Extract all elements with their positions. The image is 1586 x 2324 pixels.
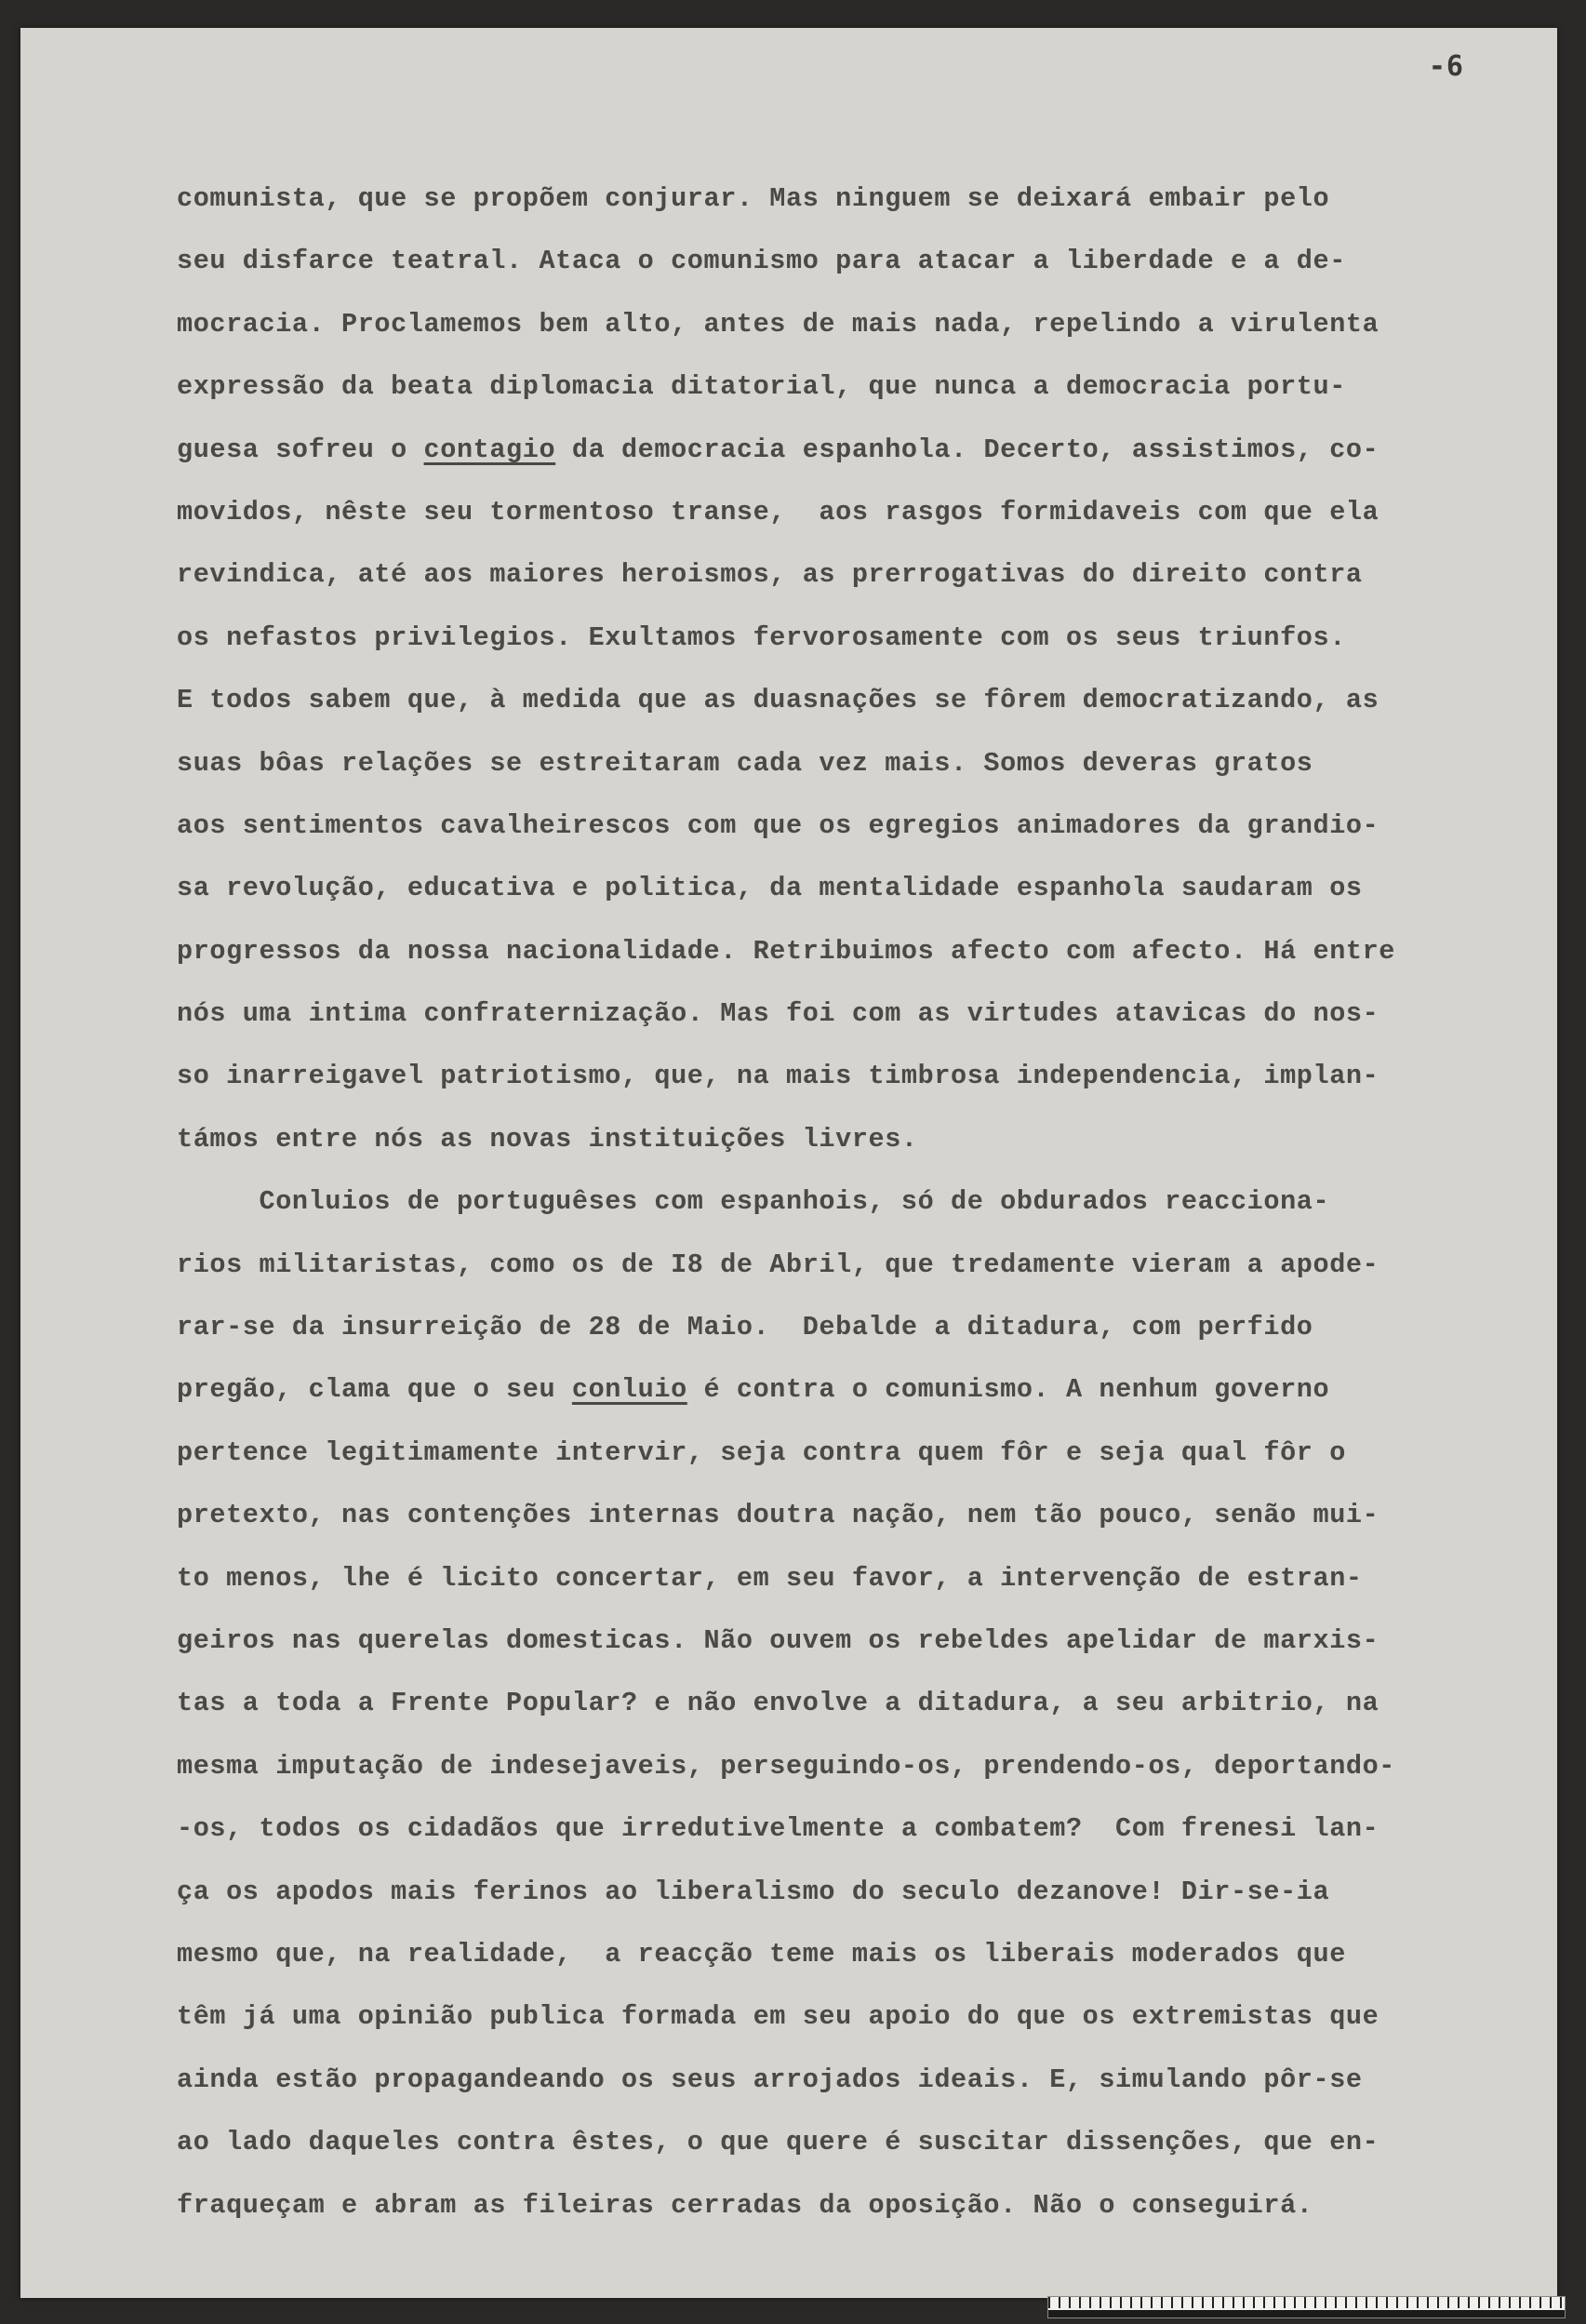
text-line — [177, 293, 1535, 355]
document-page — [20, 28, 1557, 2298]
text-line — [177, 982, 1535, 1045]
text-segment: mesma imputação de indesejaveis, perseguindo-os, prendendo-os, deportando- — [177, 1750, 1396, 1782]
text-line — [177, 2049, 1535, 2111]
text-segment: pertence legitimamente intervir, seja contra quem fôr e seja qual fôr o — [177, 1436, 1346, 1468]
typewritten-body — [177, 167, 1535, 2237]
text-segment: Conluios de portuguêses com espanhois, só de obdurados reacciona- — [177, 1186, 1330, 1218]
text-line — [177, 795, 1535, 857]
text-line — [177, 2174, 1535, 2237]
text-line — [177, 1985, 1535, 2048]
text-line — [177, 1296, 1535, 1358]
underlined-word: conluio — [571, 1374, 687, 1406]
text-segment: rios militaristas, como os de I8 de Abril, que tredamente vieram a apode- — [177, 1249, 1379, 1280]
text-segment: E todos sabem que, à medida que as duasnações se fôrem democratizando, as — [177, 685, 1379, 716]
text-segment: revindica, até aos maiores heroismos, as prerrogativas do direito contra — [177, 559, 1363, 591]
ruler-band — [1048, 2310, 1565, 2317]
text-segment: aos sentimentos cavalheirescos com que os egregios animadores da grandio- — [177, 809, 1379, 841]
text-line — [177, 1108, 1535, 1170]
text-segment: ça os apodos mais ferinos ao liberalismo do seculo dezanove! Dir-se-ia — [177, 1876, 1330, 1907]
text-segment: támos entre nós as novas instituições livres. — [177, 1123, 918, 1155]
text-segment: ainda estão propagandeando os seus arrojados ideais. E, simulando pôr-se — [177, 2064, 1363, 2095]
text-segment: guesa sofreu o — [177, 434, 424, 465]
text-segment: suas bôas relações se estreitaram cada vez mais. Somos deveras gratos — [177, 747, 1313, 779]
text-line — [177, 1797, 1535, 1860]
text-segment: so inarreigavel patriotismo, que, na mais timbrosa independencia, implan- — [177, 1061, 1379, 1092]
text-line — [177, 1547, 1535, 1609]
text-segment: progressos da nossa nacionalidade. Retribuimos afecto com afecto. Há entre — [177, 935, 1396, 967]
text-segment: têm já uma opinião publica formada em seu apoio do que os extremistas que — [177, 2001, 1379, 2033]
text-line — [177, 607, 1535, 669]
text-line — [177, 669, 1535, 731]
text-line — [177, 857, 1535, 919]
text-line — [177, 1484, 1535, 1546]
text-segment: ao lado daqueles contra êstes, o que quere é suscitar dissenções, que en- — [177, 2127, 1379, 2158]
page-number: -6 — [1428, 50, 1464, 83]
text-line — [177, 2111, 1535, 2173]
text-line — [177, 1422, 1535, 1484]
text-segment: mocracia. Proclamemos bem alto, antes de mais nada, repelindo a virulenta — [177, 308, 1379, 340]
text-segment: -os, todos os cidadãos que irredutivelmente a combatem? Com frenesi lan- — [177, 1813, 1379, 1845]
text-segment: expressão da beata diplomacia ditatorial, que nunca a democracia portu- — [177, 371, 1346, 403]
text-segment: nós uma intima confraternização. Mas foi com as virtudes atavicas do nos- — [177, 998, 1379, 1030]
text-segment: rar-se da insurreição de 28 de Maio. Debalde a ditadura, com perfido — [177, 1312, 1313, 1343]
text-segment: comunista, que se propõem conjurar. Mas ninguem se deixará embair pelo — [177, 183, 1330, 214]
text-line — [177, 230, 1535, 292]
text-line — [177, 732, 1535, 795]
text-line — [177, 481, 1535, 543]
text-line — [177, 1045, 1535, 1107]
text-line — [177, 1358, 1535, 1421]
text-segment: sa revolução, educativa e politica, da mentalidade espanhola saudaram os — [177, 873, 1363, 904]
text-segment: os nefastos privilegios. Exultamos fervorosamente com os seus triunfos. — [177, 621, 1346, 653]
text-line — [177, 355, 1535, 418]
text-line — [177, 419, 1535, 481]
text-segment: fraqueçam e abram as fileiras cerradas da oposição. Não o conseguirá. — [177, 2189, 1313, 2221]
text-segment: movidos, nêste seu tormentoso transe, aos rasgos formidaveis com que ela — [177, 496, 1379, 528]
text-line — [177, 1609, 1535, 1672]
text-line — [177, 1923, 1535, 1985]
scale-ruler — [1047, 2296, 1566, 2318]
text-line — [177, 1170, 1535, 1233]
text-line — [177, 1672, 1535, 1734]
text-segment: pregão, clama que o seu — [177, 1374, 572, 1406]
text-line — [177, 1735, 1535, 1797]
text-segment: da democracia espanhola. Decerto, assistimos, co- — [555, 434, 1379, 465]
text-segment: seu disfarce teatral. Ataca o comunismo para atacar a liberdade e a de- — [177, 246, 1346, 277]
ruler-ticks — [1048, 2297, 1565, 2308]
text-segment: pretexto, nas contenções internas doutra nação, nem tão pouco, senão mui- — [177, 1500, 1379, 1531]
text-line — [177, 920, 1535, 982]
text-segment: to menos, lhe é licito concertar, em seu favor, a intervenção de estran- — [177, 1562, 1363, 1594]
text-line — [177, 543, 1535, 606]
text-line — [177, 167, 1535, 230]
underlined-word: contagio — [423, 434, 556, 465]
text-segment: tas a toda a Frente Popular? e não envolve a ditadura, a seu arbitrio, na — [177, 1688, 1379, 1719]
text-line — [177, 1861, 1535, 1923]
text-segment: mesmo que, na realidade, a reacção teme mais os liberais moderados que — [177, 1938, 1346, 1970]
text-line — [177, 1234, 1535, 1296]
text-segment: geiros nas querelas domesticas. Não ouvem os rebeldes apelidar de marxis- — [177, 1624, 1379, 1656]
text-segment: é contra o comunismo. A nenhum governo — [686, 1374, 1330, 1406]
